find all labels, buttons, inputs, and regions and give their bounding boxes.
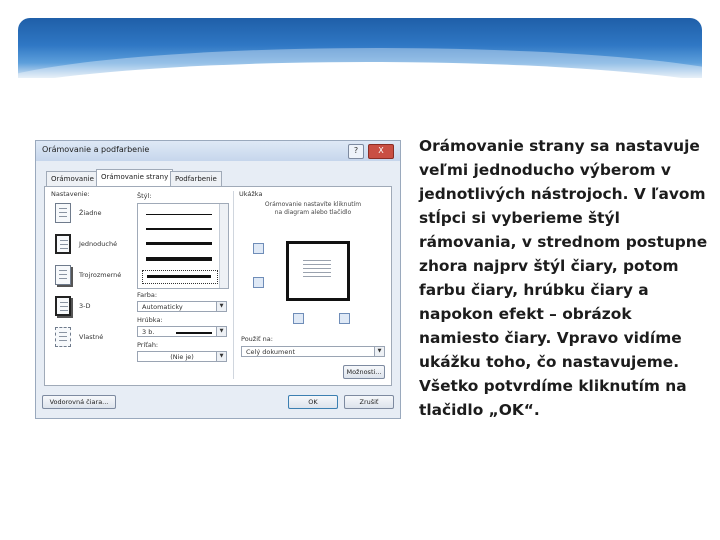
line-style-option[interactable]	[146, 214, 212, 215]
cancel-button[interactable]: Zrušiť	[344, 395, 394, 409]
style-scrollbar[interactable]	[219, 204, 228, 288]
tab-page-border[interactable]: Orámovanie strany	[96, 169, 173, 187]
apply-select-value: Celý dokument	[246, 348, 296, 356]
chevron-down-icon[interactable]: ▼	[216, 302, 226, 311]
preview-label: Ukážka	[239, 190, 263, 198]
line-style-option[interactable]	[146, 228, 212, 230]
width-label: Hrúbka:	[137, 316, 163, 324]
divider	[233, 191, 234, 379]
setting-label: Jednoduché	[79, 240, 118, 248]
color-select[interactable]	[137, 301, 227, 312]
tab-shading[interactable]: Podfarbenie	[170, 171, 222, 186]
settings-label: Nastavenie:	[51, 190, 90, 198]
ok-button[interactable]: OK	[288, 395, 338, 409]
setting-label: Žiadne	[79, 209, 102, 217]
setting-3d[interactable]	[51, 294, 129, 322]
setting-none-icon	[55, 203, 71, 223]
setting-label: 3-D	[79, 302, 91, 310]
setting-label: Vlastné	[79, 333, 104, 341]
left-border-button[interactable]	[293, 313, 304, 324]
setting-none[interactable]	[51, 201, 129, 229]
setting-shadow[interactable]	[51, 263, 129, 291]
line-style-list[interactable]	[137, 203, 229, 289]
bottom-border-button[interactable]	[253, 277, 264, 288]
options-button[interactable]: Možnosti...	[343, 365, 385, 379]
description-text: Orámovanie strany sa nastavuje veľmi jednoducho výberom v jednotlivých nástrojoch. V ľavom stĺpci si vyberieme štýl rámovania, v strednom postupne zhora najprv štýl čiary, potom farbu čiary, hrúbku čiary a napokon efekt – obrázok namiesto čiary. Vpravo vidíme ukážku toho, čo nastavujeme. Všetko potvrdíme kliknutím na tlačidlo „OK“.	[419, 137, 708, 419]
right-border-button[interactable]	[339, 313, 350, 324]
help-button[interactable]: ?	[348, 144, 364, 159]
line-style-option[interactable]	[146, 242, 212, 245]
setting-custom[interactable]	[51, 325, 129, 353]
chevron-down-icon[interactable]: ▼	[216, 327, 226, 336]
width-select[interactable]	[137, 326, 227, 337]
apply-select[interactable]	[241, 346, 385, 357]
color-select-value: Automaticky	[142, 303, 183, 311]
header-banner	[18, 18, 702, 78]
dialog-screenshot	[35, 140, 401, 419]
color-label: Farba:	[137, 291, 158, 299]
art-select[interactable]	[137, 351, 227, 362]
line-style-option[interactable]	[146, 257, 212, 261]
horizontal-line-button[interactable]: Vodorovná čiara...	[42, 395, 116, 409]
line-style-selected[interactable]	[142, 270, 218, 284]
setting-box[interactable]	[51, 232, 129, 260]
width-select-value: 3 b.	[142, 328, 155, 336]
setting-custom-icon	[55, 327, 71, 347]
preview-hint: Orámovanie nastavíte kliknutím na diagram alebo tlačidlo	[264, 201, 362, 216]
setting-label: Trojrozmerné	[79, 271, 122, 279]
top-border-button[interactable]	[253, 243, 264, 254]
setting-shadow-icon	[55, 265, 71, 285]
art-select-value: (Nie je)	[170, 353, 194, 361]
dialog-titlebar	[36, 141, 400, 161]
dialog-title: Orámovanie a podfarbenie	[42, 145, 150, 154]
chevron-down-icon[interactable]: ▼	[374, 347, 384, 356]
chevron-down-icon[interactable]: ▼	[216, 352, 226, 361]
style-label: Štýl:	[137, 192, 152, 200]
tab-borders[interactable]: Orámovanie	[46, 171, 99, 186]
setting-box-icon	[55, 234, 71, 254]
width-sample	[176, 332, 212, 334]
setting-3d-icon	[55, 296, 71, 316]
close-button[interactable]: X	[368, 144, 394, 159]
art-label: Príťah:	[137, 341, 159, 349]
apply-label: Použiť na:	[241, 335, 273, 343]
preview-page	[286, 241, 350, 301]
